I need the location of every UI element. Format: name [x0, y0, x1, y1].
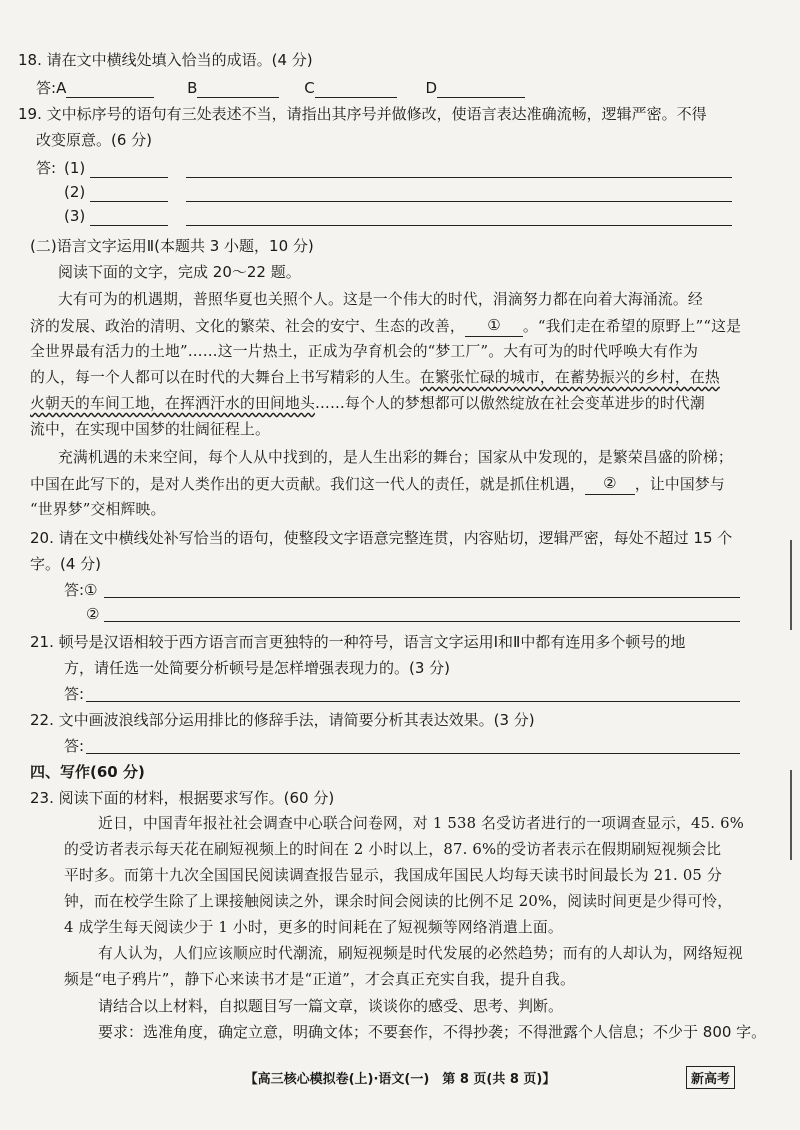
scan-edge-mark: [790, 540, 792, 630]
q18-option-d: D: [425, 79, 438, 97]
q23-requirements: 要求：选准角度，确定立意，明确文体；不要套作，不得抄袭；不得泄露个人信息；不少于 800 字。: [98, 1023, 767, 1041]
passage-wavy-parallelism: 在繁张忙碌的城市，在蓄势振兴的乡村，在热: [419, 369, 720, 386]
q22-stem: 22. 文中画波浪线部分运用排比的修辞手法，请简要分析其表达效果。(3 分): [30, 711, 535, 729]
q19-blank3-short[interactable]: [90, 225, 168, 226]
q19-item3: (3): [64, 207, 86, 225]
material-line: 4 成学生每天阅读少于 1 小时，更多的时间耗在了短视频等网络消遣上面。: [64, 919, 563, 936]
material-line: 的受访者表示每天花在刷短视频上的时间在 2 小时以上，87. 6%的受访者表示在假期刷短视频会比: [64, 841, 722, 858]
material-line: 近日，中国青年报社社会调查中心联合问卷网，对 1 538 名受访者进行的一项调查显示，45. 6%: [98, 815, 744, 832]
q19-item1: (1): [64, 159, 86, 177]
q18-blank-c[interactable]: [315, 97, 397, 98]
passage-line: [30, 474, 725, 495]
page-footer: 【高三核心模拟卷(上)·语文(一) 第 8 页(共 8 页)】: [244, 1072, 556, 1087]
q21-answer-label: 答:: [64, 685, 85, 703]
passage-line: 全世界最有活力的土地”……这一片热土，正成为孕育机会的“梦工厂”。大有可为的时代呼唤大有作为: [30, 343, 699, 360]
passage-text: ……每个人的梦想都可以傲然绽放在社会变革进步的时代潮: [314, 395, 705, 412]
q20-stem-line2: 字。(4 分): [30, 555, 102, 573]
q18-option-c: C: [304, 79, 315, 97]
q18-option-b: B: [187, 79, 198, 97]
q23-stem: 23. 阅读下面的材料，根据要求写作。(60 分): [30, 789, 335, 807]
q22-answer-line[interactable]: [86, 753, 740, 754]
q20-stem-line1: 20. 请在文中横线处补写恰当的语句，使整段文字语意完整连贯，内容贴切，逻辑严密，每处不超过 15 个: [30, 529, 733, 547]
q19-stem-line1: 19. 文中标序号的语句有三处表述不当，请指出其序号并做修改，使语言表达准确流畅，逻辑严密。不得: [18, 105, 707, 123]
q19-blank1-long[interactable]: [186, 177, 732, 178]
section2-heading: (二)语言文字运用Ⅱ(本题共 3 小题，10 分): [30, 237, 314, 255]
q19-blank1-short[interactable]: [90, 177, 168, 178]
q21-stem-line2: 方，请任选一处简要分析顿号是怎样增强表现力的。(3 分): [64, 659, 451, 677]
q21-answer-line[interactable]: [86, 701, 740, 702]
scan-edge-mark: [790, 770, 792, 860]
q18-blank-d[interactable]: [437, 97, 525, 98]
passage-line: [30, 316, 741, 337]
material-line: 钟，而在校学生除了上课接触阅读之外，课余时间会阅读的比例不足 20%，阅读时间更是少得可怜，: [64, 893, 733, 910]
passage-text: 。“我们走在希望的原野上”“这是: [522, 318, 742, 335]
q18-answer-row: [36, 78, 525, 98]
passage-line: [30, 394, 705, 414]
q22-answer-label: 答:: [64, 737, 85, 755]
passage-line: 大有可为的机遇期，普照华夏也关照个人。这是一个伟大的时代，涓滴努力都在向着大海涌流。经: [58, 291, 703, 308]
exam-type-badge: 新高考: [686, 1066, 735, 1089]
passage-text: 中国在此写下的，是对人类作出的更大贡献。我们这一代人的责任，就是抓住机遇，: [30, 476, 585, 493]
passage-wavy-parallelism: 火朝天的车间工地，在挥洒汗水的田间地头: [30, 395, 315, 412]
passage-text: ，让中国梦与: [634, 476, 725, 493]
q18-blank-b[interactable]: [197, 97, 279, 98]
section4-heading: 四、写作(60 分): [30, 763, 145, 781]
q20-item2: ②: [86, 605, 100, 623]
material-line: 平时多。而第十九次全国国民阅读调查报告显示，我国成年国民人均每天读书时间最长为 21. 05 分: [64, 867, 722, 884]
passage-text: 的人，每一个人都可以在时代的大舞台上书写精彩的人生。: [30, 369, 420, 386]
q19-item2: (2): [64, 183, 86, 201]
q21-stem-line1: 21. 顿号是汉语相较于西方语言而言更独特的一种符号，语言文字运用Ⅰ和Ⅱ中都有连用多个顿号的地: [30, 633, 686, 651]
q18-answer-label: 答:: [36, 79, 57, 97]
section2-intro: 阅读下面的文字，完成 20～22 题。: [58, 263, 301, 281]
material-line: 有人认为，人们应该顺应时代潮流，刷短视频是时代发展的必然趋势；而有的人却认为，网络短视: [98, 945, 743, 962]
material-line: 频是“电子鸦片”，静下心来读书才是“正道”，才会真正充实自我，提升自我。: [64, 971, 575, 988]
q18-stem: 18. 请在文中横线处填入恰当的成语。(4 分): [18, 51, 313, 69]
q23-task: 请结合以上材料，自拟题目写一篇文章，谈谈你的感受、思考、判断。: [98, 997, 564, 1015]
q20-answer-line-1[interactable]: [104, 597, 740, 598]
q19-blank2-short[interactable]: [90, 201, 168, 202]
passage-line: [30, 368, 720, 388]
passage-line: 流中，在实现中国梦的壮阔征程上。: [30, 421, 270, 438]
passage-blank-1[interactable]: ①: [465, 316, 523, 337]
q18-blank-a[interactable]: [66, 97, 154, 98]
q19-stem-line2: 改变原意。(6 分): [36, 131, 153, 149]
q20-answer-label: 答:①: [64, 581, 98, 599]
passage-line: 充满机遇的未来空间，每个人从中找到的，是人生出彩的舞台；国家从中发现的，是繁荣昌盛的阶梯；: [58, 449, 733, 466]
q20-answer-line-2[interactable]: [104, 621, 740, 622]
q19-answer-label: 答:: [36, 159, 57, 177]
q19-blank3-long[interactable]: [186, 225, 732, 226]
passage-line: “世界梦”交相辉映。: [30, 501, 166, 518]
q19-blank2-long[interactable]: [186, 201, 732, 202]
passage-text: 济的发展、政治的清明、文化的繁荣、社会的安宁、生态的改善，: [30, 318, 465, 335]
passage-blank-2[interactable]: ②: [585, 474, 635, 495]
q18-option-a: A: [56, 79, 67, 97]
